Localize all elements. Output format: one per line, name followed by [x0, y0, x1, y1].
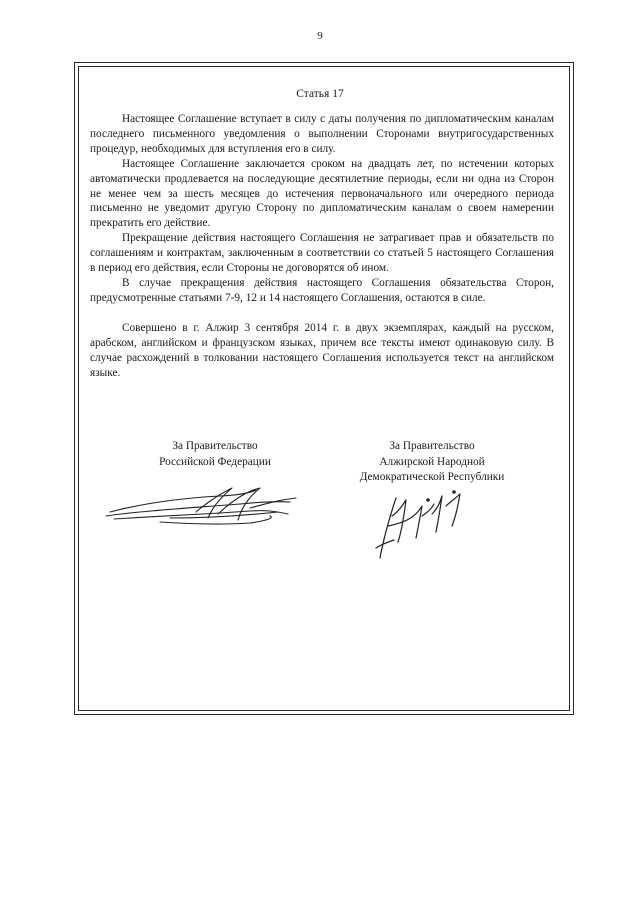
signature-russia: [100, 478, 310, 538]
article-body: [90, 112, 554, 380]
page-number: 9: [317, 30, 323, 42]
signatory-algeria: [332, 439, 532, 486]
paragraph-entry-into-force: Настоящее Соглашение вступает в силу с даты получения по дипломатическим каналам последнего письменного уведомления о выполнении Сторонами внутригосударственных процедур, необходимых для вступления его в силу.: [90, 113, 554, 155]
signatory-algeria-line1: За Правительство: [389, 440, 475, 452]
paragraph-termination-effects: Прекращение действия настоящего Соглашения не затрагивает прав и обязательств по соглашениям и контрактам, заключенным в соответствии со статьей 5 настоящего Соглашения в период его действия, если Стороны не договорятся об ином.: [90, 232, 554, 275]
signatory-algeria-line3: Демократической Республики: [359, 471, 505, 483]
paragraph-term: Настоящее Соглашение заключается сроком на двадцать лет, по истечении которых автоматически продлевается на последующие десятилетние периоды, если ни одна из Сторон не менее чем за шесть месяцев до истечения первоначального или очередного периода письменно не уведомит другую Сторону по дипломатическим каналам о своем намерении прекратить его действие.: [90, 157, 554, 230]
paragraph-surviving-obligations: В случае прекращения действия настоящего Соглашения обязательства Сторон, предусмотренные статьями 7-9, 12 и 14 настоящего Соглашения, остаются в силе.: [90, 276, 554, 304]
signatory-russia-line2: Российской Федерации: [159, 455, 271, 468]
signatory-algeria-line2: Алжирской Народной: [379, 455, 485, 468]
signatory-russia: [130, 439, 300, 470]
paragraph-done-at: Совершено в г. Алжир 3 сентября 2014 г. в двух экземплярах, каждый на русском, арабском, английском и французском языках, причем все тексты имеют одинаковую силу. В случае расхождений в толковании настоящего Соглашения используется текст на английском языке.: [90, 321, 554, 379]
article-title: Статья 17: [296, 88, 344, 100]
signature-algeria: [368, 486, 478, 566]
signatory-russia-line1: За Правительство: [172, 440, 258, 452]
